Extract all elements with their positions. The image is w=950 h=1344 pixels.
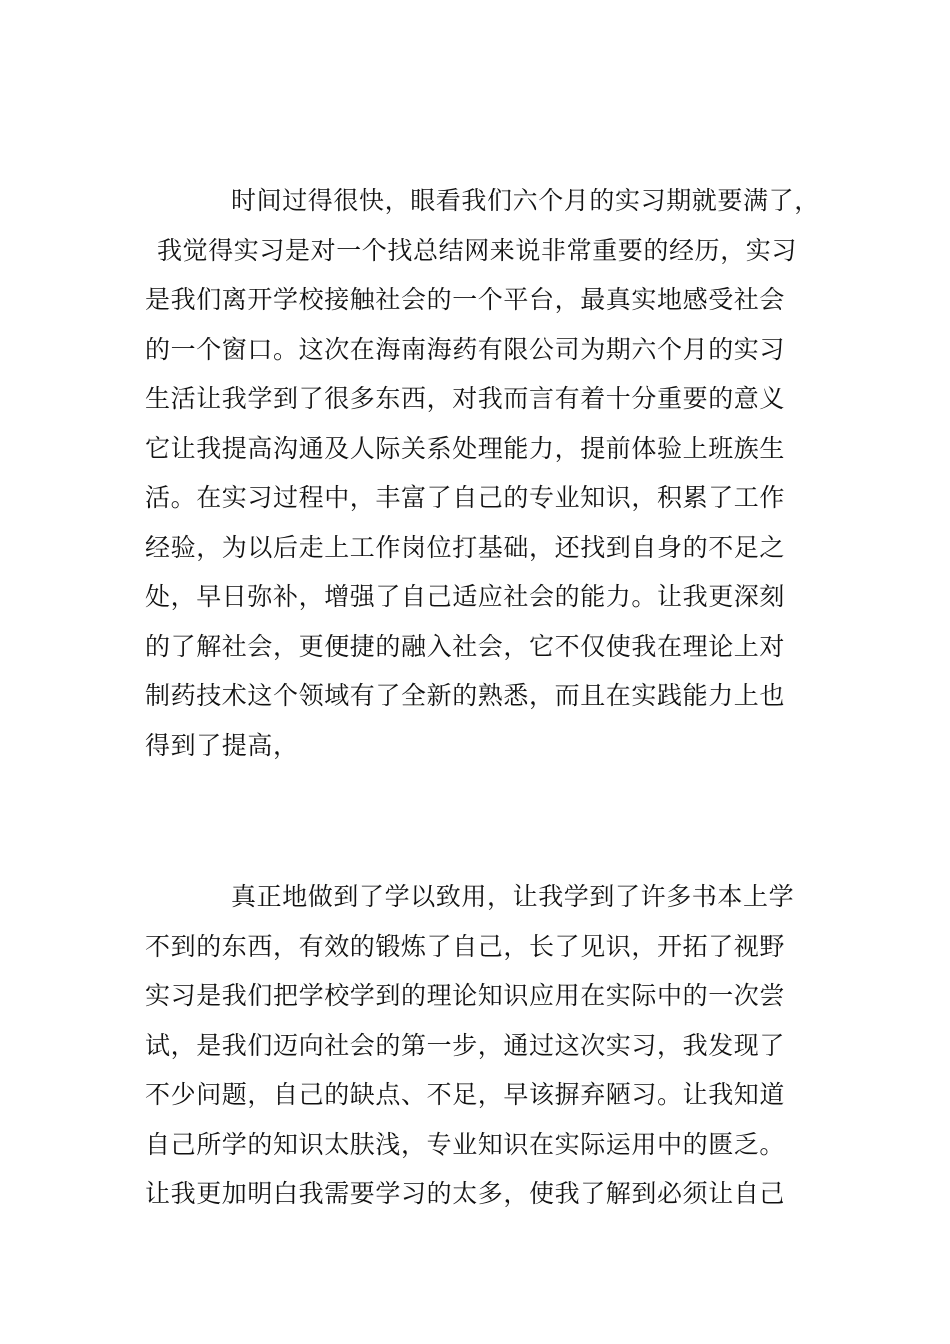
text-line: 制药技术这个领域有了全新的熟悉，而且在实践能力上也: [145, 681, 786, 710]
text-line: 得到了提高，: [145, 730, 299, 760]
text-line: 试，是我们迈向社会的第一步，通过这次实习，我发现了: [145, 1030, 786, 1060]
text-line: 时间过得很快，眼看我们六个月的实习期就要满了，: [231, 186, 820, 215]
text-line: 让我更加明白我需要学习的太多，使我了解到必须让自己: [145, 1179, 786, 1208]
text-line: 的了解社会，更便捷的融入社会，它不仅使我在理论上对: [145, 631, 786, 661]
text-line: 自己所学的知识太肤浅，专业知识在实际运用中的匮乏。: [145, 1129, 786, 1159]
text-line: 活。在实习过程中，丰富了自己的专业知识，积累了工作: [145, 483, 786, 512]
text-line: 经验，为以后走上工作岗位打基础，还找到自身的不足之: [145, 532, 786, 562]
text-line: 真正地做到了学以致用，让我学到了许多书本上学: [231, 882, 795, 911]
text-line: 它让我提高沟通及人际关系处理能力，提前体验上班族生: [145, 433, 786, 463]
text-line: 我觉得实习是对一个找总结网来说非常重要的经历，实习: [157, 235, 798, 265]
paragraph-2: [145, 872, 825, 1219]
text-line: 的一个窗口。这次在海南海药有限公司为期六个月的实习: [145, 334, 786, 364]
text-line: 不到的东西，有效的锻炼了自己，长了见识，开拓了视野: [145, 931, 786, 961]
text-line: 处，早日弥补，增强了自己适应社会的能力。让我更深刻: [145, 582, 786, 611]
text-line: 不少问题，自己的缺点、不足，早该摒弃陋习。让我知道: [145, 1080, 786, 1109]
text-line: 是我们离开学校接触社会的一个平台，最真实地感受社会: [145, 285, 786, 314]
paragraph-1: [145, 176, 825, 770]
text-line: 实习是我们把学校学到的理论知识应用在实际中的一次尝: [145, 981, 786, 1010]
text-line: 生活让我学到了很多东西，对我而言有着十分重要的意义: [145, 384, 786, 413]
